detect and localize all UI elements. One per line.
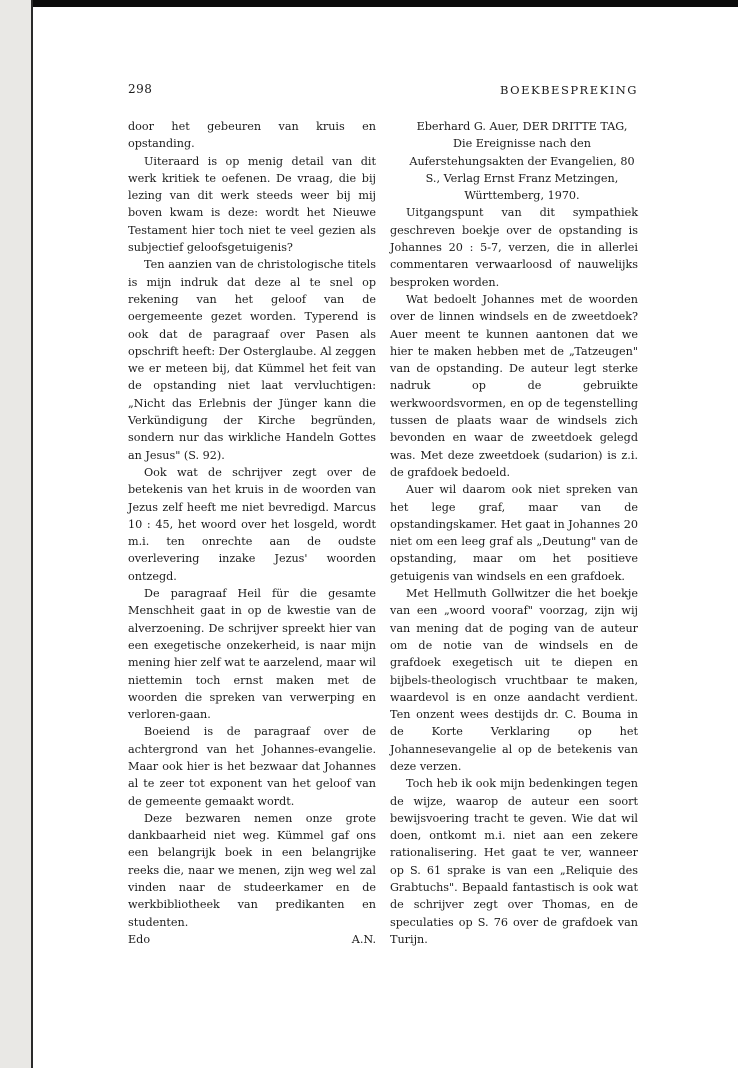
right-column [390, 118, 638, 948]
paragraph: Deze bezwaren nemen onze grote dankbaarheid niet weg. Kümmel gaf ons een belangrijk boek in een belangrijke reeks die, naar we menen, zijn weg wel zal vinden naar de studeerkamer en de werkbibliotheek van predikanten en studenten. [128, 811, 376, 929]
scan-border-top [0, 0, 738, 7]
paragraph: door het gebeuren van kruis en opstanding. [128, 120, 376, 151]
paragraph: Ten aanzien van de christologische titels is mijn indruk dat deze al te snel op rekening van het geloof van de oergemeente gezet worden. Typerend is ook dat de paragraaf over Pasen als opschrift heeft: Der Osterglaube. Al zeggen we er meteen bij, dat Kümmel het feit van de opstanding niet laat vervluchtigen: „Nicht das Erlebnis der Jünger kann die Verkündigung der Kirche begründen, sondern nur das wirkliche Handeln Gottes an Jesus" (S. 92). [128, 258, 376, 462]
running-head: BOEKBESPREKING [500, 83, 638, 97]
paragraph: Met Hellmuth Gollwitzer die het boekje van een „woord vooraf" voorzag, zijn wij van mening dat de poging van de auteur om de notie van de windsels en de grafdoek exegetisch uit te diepen en bijbels-theologisch vruchtbaar te maken, waardevol is en onze aandacht verdient. Ten onzent wees destijds dr. C. Bouma in de Korte Verklaring op het Johannesevangelie al op de betekenis van deze verzen. [390, 587, 638, 773]
book-reference: Eberhard G. Auer, DER DRITTE TAG, Die Ereignisse nach den Auferstehungsakten der Evangelien, 80 S., Verlag Ernst Franz Metzingen, Württemberg, 1970. [409, 120, 635, 203]
paragraph: Uiteraard is op menig detail van dit werk kritiek te oefenen. De vraag, die bij lezing van dit werk steeds weer bij mij boven kwam is deze: wordt het Nieuwe Testament hier toch niet te veel gezien als subjectief geloofsgetuigenis? [128, 154, 376, 255]
paragraph: Uitgangspunt van dit sympathiek geschreven boekje over de opstanding is Johannes 20 : 5-7, verzen, die in allerlei commentaren verwaarloosd of nauwelijks besproken worden. [390, 206, 638, 289]
paragraph: De paragraaf Heil für die gesamte Menschheit gaat in op de kwestie van de alverzoening. De schrijver spreekt hier van een exegetische onzekerheid, is naar mijn mening hier zelf wat te aarzelend, maar wil niettemin toch ernst maken met de woorden die spreken van verwerping en verloren-gaan. [128, 587, 376, 722]
paragraph: Boeiend is de paragraaf over de achtergrond van het Johannes-evangelie. Maar ook hier is het bezwaar dat Johannes al te zeer tot exponent van het geloof van de gemeente gemaakt wordt. [128, 725, 376, 808]
scan-border-left [0, 0, 33, 1068]
paragraph: Toch heb ik ook mijn bedenkingen tegen de wijze, waarop de auteur een soort bewijsvoering tracht te geven. Wie dat wil doen, ontkomt m.i. niet aan een zekere rationalisering. Het gaat te ver, wanneer op S. 61 sprake is van een „Reliquie des Grabtuchs". Bepaald fantastisch is ook wat de schrijver zegt over Thomas, en de speculaties op S. 76 over de grafdoek van Turijn. [390, 777, 638, 946]
signature-place: Edo [128, 932, 151, 946]
reviewer-signature [128, 931, 376, 948]
paragraph: Ook wat de schrijver zegt over de betekenis van het kruis in de woorden van Jezus zelf heeft me niet bevredigd. Marcus 10 : 45, het woord over het losgeld, wordt m.i. ten onrechte aan de oudste overlevering inzake Jezus' woorden ontzegd. [128, 465, 376, 583]
paragraph: Wat bedoelt Johannes met de woorden over de linnen windsels en de zweetdoek? Auer meent te kunnen aantonen dat we hier te maken hebben met de „Tatzeugen" van de opstanding. De auteur legt sterke nadruk op de gebruikte werkwoordsvormen, en op de tegenstelling tussen de plaats waar de windsels zich bevonden en waar de zweetdoek gelegd was. Met deze zweetdoek (sudarion) is z.i. de grafdoek bedoeld. [390, 292, 638, 479]
signature-initials: A.N. [351, 932, 376, 946]
left-column [128, 118, 376, 948]
scan-binding-edge [31, 0, 33, 1068]
paragraph: Auer wil daarom ook niet spreken van het lege graf, maar van de opstandingskamer. Het gaat in Johannes 20 niet om een leeg graf als „Deutung" van de opstanding, maar om het positieve getuigenis van windsels en een grafdoek. [390, 483, 638, 583]
page-number: 298 [128, 82, 153, 96]
